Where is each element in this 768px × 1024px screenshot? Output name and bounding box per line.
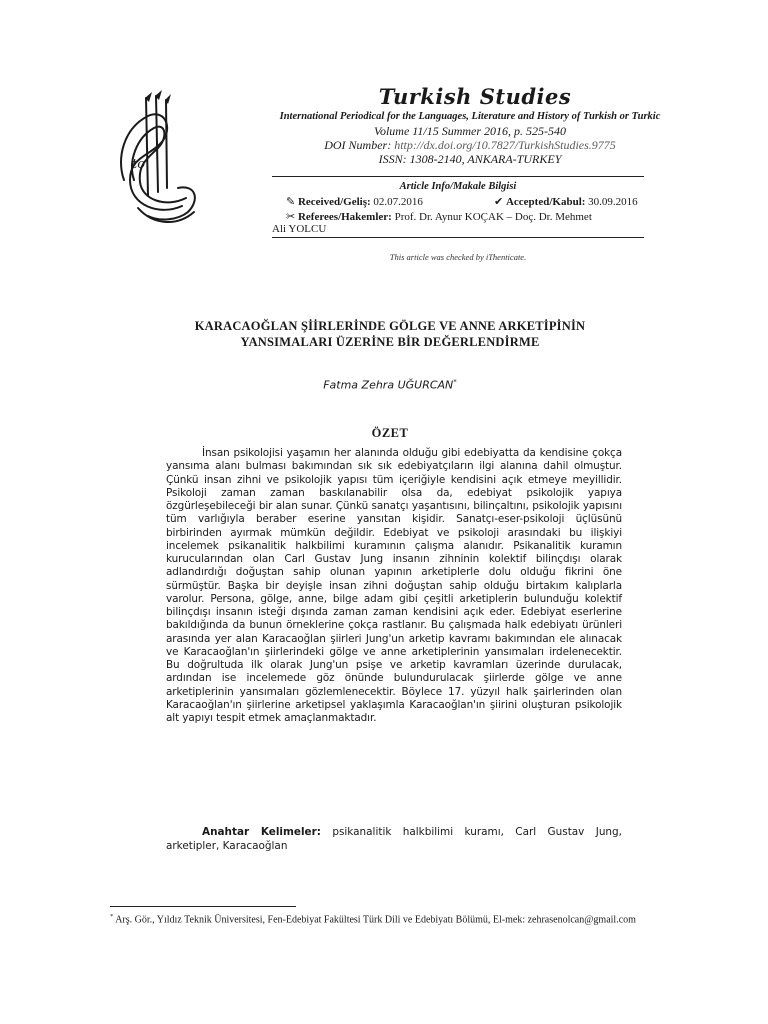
tughra-logo (108, 88, 204, 230)
abstract-heading: ÖZET (371, 426, 409, 440)
referees-label: Referees/Hakemler: (297, 211, 392, 223)
journal-title: Turkish Studies (378, 84, 572, 109)
journal-subtitle: International Periodical for the Languages, Literature and History of Turkish or Turkic (279, 111, 661, 122)
footnote-mark: * (110, 913, 114, 920)
journal-doi (250, 138, 690, 152)
received-label: Received/Geliş: (297, 196, 371, 208)
article-title-line-1: KARACAOĞLAN ŞİİRLERİNDE GÖLGE VE ANNE ARKETİPİNİN (194, 319, 586, 333)
referees-names-cont: Ali YOLCU (272, 223, 327, 235)
keywords (166, 826, 622, 853)
journal-issn: ISSN: 1308-2140, ANKARA-TURKEY (378, 152, 562, 166)
abstract-text: İnsan psikolojisi yaşamın her alanında olduğu gibi edebiyatta da kendisine çokça yansıma alanı bulması bakımından sık sık edebiyatçıların ilgi alanına dahil olmuştur. Çünkü insan zihni ve psikolojik yapısı tüm içeriğiyle kendisini açık etmeye meyillidir. Psikoloji zaman zaman baskılanabilir olsa da, edebiyat psikolojik yapıya özgürleşebileceği bir alan sunar. Çünkü sanatçı yaşantısını, bilinçaltını, psikolojik yapısını tüm varlığıyla beraber eserine yansıtan kişidir. Sanatçı-eser-psikoloji üçlüsünü birbirinden ayırmak mümkün değildir. Edebiyat ve psikoloji arasındaki bu ilişkiyi incelemek psikanalitik halkbilimi kuramının çalışma alanıdır. Psikanalitik kuramın kurucularından olan Carl Gustav Jung insanın zihninin kolektif bilinçdışı olarak adlandırdığı doğuştan sahip olunan yapının arketiplerle dolu olduğu fikrini öne sürmüştür. Başka bir deyişle insan zihni doğuştan sahip olduğu birtakım kalıplarla varolur. Persona, gölge, anne, bilge adam gibi çeşitli arketiplerin bulunduğu kolektif bilinçdışı insanın isteği dışında zaman zaman kendisini açık eder. Edebiyat eserlerine bakıldığında da bunun örneklerine çokça rastlanır. Bu çalışmada halk edebiyatı ürünleri arasında yer alan Karacaoğlan şiirleri Jung'un arketip kavramı bakımından ele alınacak ve Karacaoğlan'ın şiirlerindeki gölge ve anne arketiplerinin yansımaları irdelenecektir. Bu doğrultuda ilk olarak Jung'un psişe ve arketip kavramları üzerinde durulacak, ardından ise incelemede göz önünde bulundurulacak şiirlerde gölge ve anne arketiplerinin yansımaları gözlemlenecektir. Böylece 17. yüzyıl halk şairlerinden olan Karacaoğlan'ın şiirlerine arketipsel yaklaşımla Karacaoğlan'ın şiirini oluşturan psikolojik alt yapıyı tespit etmek amaçlanmaktadır. (166, 447, 622, 724)
checkmark-icon: ✔ (494, 196, 504, 208)
svg-text:to: to (132, 157, 146, 172)
received-row (286, 195, 423, 208)
article-title-line-2: YANSIMALARI ÜZERİNE BİR DEĞERLENDİRME (240, 335, 540, 349)
referees-row (286, 210, 592, 223)
author-name: Fatma Zehra UĞURCAN (323, 378, 454, 392)
received-date: 02.07.2016 (373, 196, 423, 208)
author (200, 378, 580, 392)
journal-volume: Volume 11/15 Summer 2016, p. 525-540 (373, 124, 567, 138)
article-info-box (272, 176, 644, 238)
accepted-date: 30.09.2016 (588, 196, 638, 208)
footnote (110, 911, 676, 927)
footnote-divider (110, 906, 296, 907)
keywords-text: psikanalitik halkbilimi kuramı, Carl Gustav Jung, arketipler, Karacaoğlan (166, 826, 622, 852)
author-footnote-mark[interactable]: * (453, 378, 457, 386)
scissors-icon: ✂ (286, 211, 296, 223)
referees-names: Prof. Dr. Aynur KOÇAK – Doç. Dr. Mehmet (394, 211, 592, 223)
footnote-text: Arş. Gör., Yıldız Teknik Üniversitesi, Fen-Edebiyat Fakültesi Türk Dili ve Edebiyatı Bölümü, El-mek: zehrasenolcan@gmail.com (115, 914, 636, 926)
ithenticate-note: This article was checked by iThenticate. (389, 252, 527, 262)
doi-label: DOI Number: (324, 138, 392, 152)
article-title (110, 318, 670, 350)
keywords-label: Anahtar Kelimeler: (202, 826, 321, 838)
article-info-header: Article Info/Makale Bilgisi (399, 181, 517, 192)
pencil-icon: ✎ (286, 196, 296, 208)
doi-link[interactable]: http://dx.doi.org/10.7827/TurkishStudies.9775 (394, 138, 616, 152)
accepted-label: Accepted/Kabul: (505, 196, 586, 208)
accepted-row (494, 195, 638, 208)
